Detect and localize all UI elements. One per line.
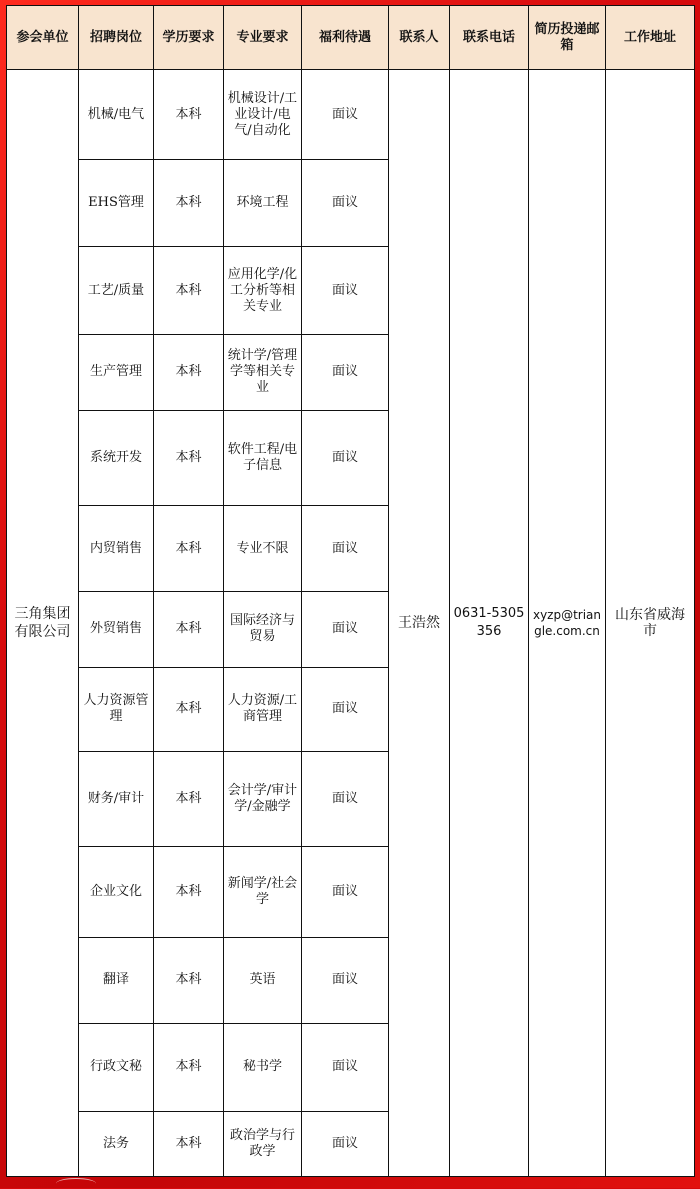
benefits-cell: 面议 <box>302 667 389 751</box>
position-cell: 行政文秘 <box>79 1023 154 1111</box>
education-cell: 本科 <box>154 592 224 667</box>
education-cell: 本科 <box>154 667 224 751</box>
header-contact: 联系人 <box>389 6 450 70</box>
position-cell: 生产管理 <box>79 334 154 410</box>
header-major: 专业要求 <box>224 6 302 70</box>
benefits-cell: 面议 <box>302 1023 389 1111</box>
address-cell: 山东省威海市 <box>606 70 695 1177</box>
major-cell: 新闻学/社会学 <box>224 847 302 938</box>
header-email: 简历投递邮箱 <box>529 6 606 70</box>
contact-cell: 王浩然 <box>389 70 450 1177</box>
position-cell: 机械/电气 <box>79 70 154 160</box>
position-cell: 人力资源管理 <box>79 667 154 751</box>
benefits-cell: 面议 <box>302 592 389 667</box>
education-cell: 本科 <box>154 847 224 938</box>
major-cell: 机械设计/工业设计/电气/自动化 <box>224 70 302 160</box>
header-position: 招聘岗位 <box>79 6 154 70</box>
position-cell: 企业文化 <box>79 847 154 938</box>
header-education: 学历要求 <box>154 6 224 70</box>
benefits-cell: 面议 <box>302 160 389 247</box>
benefits-cell: 面议 <box>302 506 389 592</box>
company-cell: 三角集团有限公司 <box>7 70 79 1177</box>
position-cell: 翻译 <box>79 938 154 1023</box>
phone-cell: 0631-5305356 <box>450 70 529 1177</box>
major-cell: 人力资源/工商管理 <box>224 667 302 751</box>
recruitment-table-sheet <box>6 5 694 1177</box>
benefits-cell: 面议 <box>302 70 389 160</box>
education-cell: 本科 <box>154 334 224 410</box>
header-company: 参会单位 <box>7 6 79 70</box>
benefits-cell: 面议 <box>302 847 389 938</box>
position-cell: EHS管理 <box>79 160 154 247</box>
education-cell: 本科 <box>154 160 224 247</box>
table-row <box>7 70 695 160</box>
benefits-cell: 面议 <box>302 751 389 846</box>
position-cell: 外贸销售 <box>79 592 154 667</box>
education-cell: 本科 <box>154 410 224 505</box>
education-cell: 本科 <box>154 506 224 592</box>
benefits-cell: 面议 <box>302 247 389 334</box>
major-cell: 专业不限 <box>224 506 302 592</box>
decorative-arc <box>56 1178 96 1189</box>
benefits-cell: 面议 <box>302 938 389 1023</box>
major-cell: 秘书学 <box>224 1023 302 1111</box>
header-address: 工作地址 <box>606 6 695 70</box>
benefits-cell: 面议 <box>302 1111 389 1176</box>
position-cell: 内贸销售 <box>79 506 154 592</box>
major-cell: 国际经济与贸易 <box>224 592 302 667</box>
education-cell: 本科 <box>154 1111 224 1176</box>
benefits-cell: 面议 <box>302 410 389 505</box>
position-cell: 法务 <box>79 1111 154 1176</box>
major-cell: 会计学/审计学/金融学 <box>224 751 302 846</box>
education-cell: 本科 <box>154 751 224 846</box>
major-cell: 政治学与行政学 <box>224 1111 302 1176</box>
major-cell: 软件工程/电子信息 <box>224 410 302 505</box>
position-cell: 财务/审计 <box>79 751 154 846</box>
position-cell: 工艺/质量 <box>79 247 154 334</box>
major-cell: 统计学/管理学等相关专业 <box>224 334 302 410</box>
recruitment-table <box>6 5 695 1177</box>
education-cell: 本科 <box>154 247 224 334</box>
education-cell: 本科 <box>154 1023 224 1111</box>
benefits-cell: 面议 <box>302 334 389 410</box>
major-cell: 英语 <box>224 938 302 1023</box>
header-row <box>7 6 695 70</box>
education-cell: 本科 <box>154 70 224 160</box>
major-cell: 应用化学/化工分析等相关专业 <box>224 247 302 334</box>
position-cell: 系统开发 <box>79 410 154 505</box>
header-benefits: 福利待遇 <box>302 6 389 70</box>
header-phone: 联系电话 <box>450 6 529 70</box>
education-cell: 本科 <box>154 938 224 1023</box>
major-cell: 环境工程 <box>224 160 302 247</box>
email-cell[interactable]: xyzp@triangle.com.cn <box>529 70 606 1177</box>
